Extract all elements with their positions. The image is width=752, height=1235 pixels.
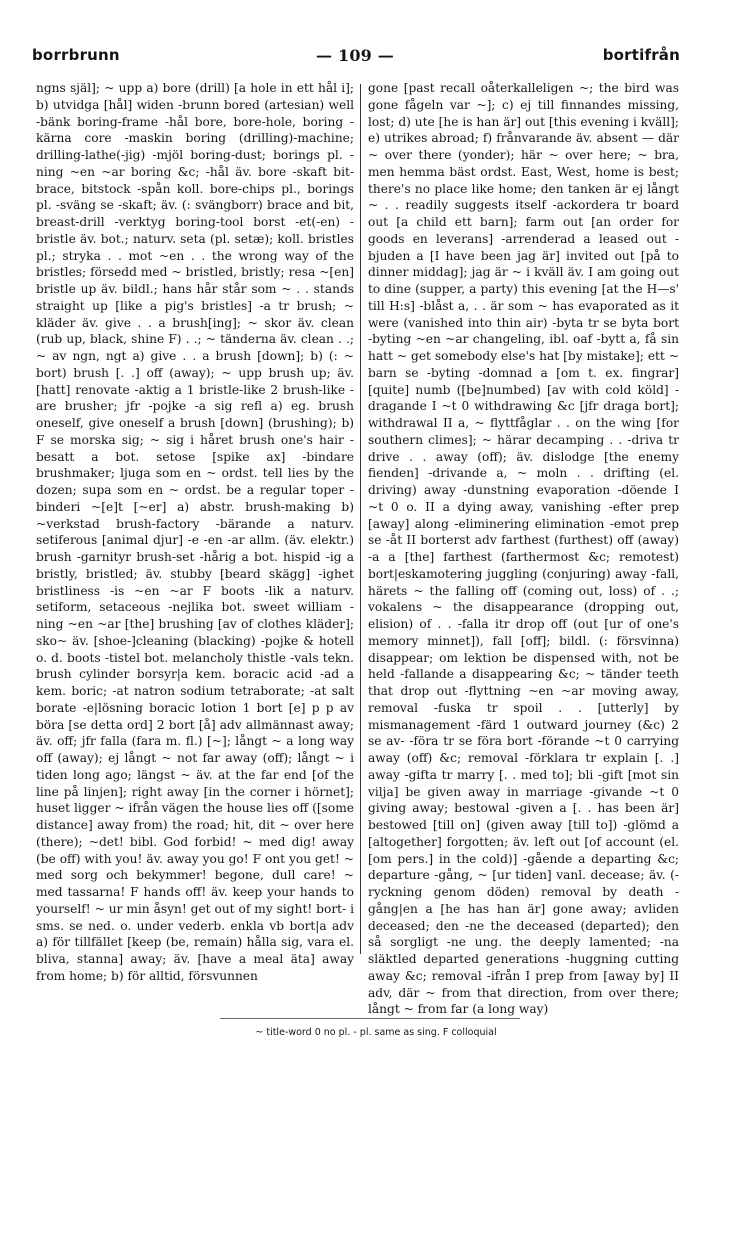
running-head-right: bortifrån	[602, 46, 680, 64]
page-number: — 109 —	[316, 46, 394, 65]
column-divider	[360, 84, 361, 954]
abbreviation-key: ~ title-word 0 no pl. - pl. same as sing. F colloquial	[255, 1027, 497, 1038]
left-column-text: ngns själ]; ~ upp a) bore (drill) [a hole in ett hål i]; b) utvidga [hål] widen -brunn bored (artesian) well -bänk boring-frame -hål bore, bore-hole, boring -kärna core -maskin boring (drilling)-machine; drilling-lathe(-jig) -mjöl boring-dust; borings pl. -ning ~en ~ar boring &c; -hål äv. bore -skaft bit-brace, bitstock -spån koll. bore-chips pl., borings pl. -sväng se -skaft; äv. (: svängborr) brace and bit, breast-drill -verktyg boring-tool borst -et(-en) - bristle äv. bot.; naturv. seta (pl. setæ); koll. bristles pl.; stryka . . mot ~en . . the wrong way of the bristles; försedd med ~ bristled, bristly; resa ~[en] bristle up äv. bildl.; hans hår står som ~ . . stands straight up [like a pig's bristles] -a tr brush; ~ kläder äv. give . . a brush[ing]; ~ skor äv. clean (rub up, black, shine F) . .; ~ tänderna äv. clean . .; ~ av ngn, ngt a) give . . a brush [down]; b) (: ~ bort) brush [. .] off (away); ~ upp brush up; äv. [hatt] renovate -aktig a 1 bristle-like 2 brush-like -are brusher; jfr -pojke -a sig refl a) eg. brush oneself, give oneself a brush [down] (brushing); b) F se morska sig; ~ sig i håret brush one's hair -besatt a bot. setose [spike ax] -bindare brushmaker; ljuga som en ~ ordst. tell lies by the dozen; supa som en ~ ordst. be a regular toper -binderi ~[e]t [~er] a) abstr. brush-making b) ~verkstad brush-factory -bärande a naturv. setiferous [animal djur] -e -en -ar allm. (äv. elektr.) brush -garnityr brush-set -hårig a bot. hispid -ig a bristly, bristled; äv. stubby [beard skägg] -ighet bristliness -is ~en ~ar F boots -lik a naturv. setiform, setaceous -nejlika bot. sweet william -ning ~en ~ar [the] brushing [av of clothes kläder]; sko~ äv. [shoe-]cleaning (blacking) -pojke & hotell o. d. boots -tistel bot. melancholy thistle -vals tekn. brush cylinder borsyr|a kem. boracic acid -ad a kem. boric; -at natron sodium tetraborate; -at salt borate -e|lösning boracic lotion 1 bort [e] p p av böra [se detta ord] 2 bort [å] adv allmännast away; äv. off; jfr falla (fara m. fl.) [~]; långt ~ a long way off (away); ej långt ~ not far away (off); långt ~ i tiden long ago; längst ~ äv. at the far end [of the line på linjen]; right away [in the corner i hörnet]; huset ligger ~ ifrån vägen the house lies off ([some distance] away from) the road; hit, dit ~ over here (there); ~det! bibl. God forbid! ~ med dig! away (be off) with you! äv. away you go! F ont you get! ~ med sorg och bekymmer! begone, dull care! ~ med tassarna! F hands off! äv. keep your hands to yourself! ~ ur min åsyn! get out of my sight! bort- i sms. se ned. o. under vederb. enkla vb bort|a adv a) för tillfället [keep (be, remain) hålla sig, vara el. bliva, stanna] away; äv. [have a meal äta] away from home; b) för alltid, försvunnen	[36, 81, 354, 983]
footnote-rule	[220, 1018, 520, 1019]
right-column	[368, 80, 679, 1017]
page-header	[30, 46, 680, 74]
left-column	[36, 80, 354, 983]
right-column-text: gone [past recall oåterkalleligen ~; the bird was gone fågeln var ~]; c) ej till finnandes missing, lost; d) ute [he is han är] out [this evening i kväll]; e) utrikes abroad; f) frånvarande äv. absent — där ~ over there (yonder); här ~ over here; ~ bra, men hemma bäst ordst. East, West, home is best; there's no place like home; den tanken är ej långt ~ . . readily suggests itself -ackordera tr board out [a child ett barn]; farm out [an order for goods en leverans] -arrenderad a leased out -bjuden a [I have been jag är] invited out [på to dinner middag]; jag är ~ i kväll äv. I am going out to dine (supper, a party) this evening [at the H—s' till H:s] -blåst a, . . är som ~ has evaporated as it were (vanished into thin air) -byta tr se byta bort -byting ~en ~ar changeling, ibl. oaf -bytt a, få sin hatt ~ get somebody else's hat [by mistake]; ett ~ barn se -byting -domnad a [om t. ex. fingrar] [quite] numb ([be]numbed) [av with cold köld] -dragande I ~t 0 withdrawing &c [jfr draga bort]; withdrawal II a, ~ flyttfåglar . . on the wing [for southern climes]; ~ härar decamping . . -driva tr drive . . away (off); äv. dislodge [the enemy fienden] -drivande a, ~ moln . . drifting (el. driving) away -dunstning evaporation -döende I ~t 0 o. II a dying away, vanishing -efter prep [away] along -eliminering elimination -emot prep se -åt II borterst adv farthest (furthest) off (away) -a a [the] farthest (farthermost &c; remotest) bort|eskamotering juggling (conjuring) away -fall, härets ~ the falling off (coming out, loss) of . .; vokalens ~ the disappearance (dropping out, elision) of . . -falla itr drop off (out [ur of one's memory minnet]), fall [off]; bildl. (: försvinna) disappear; om lektion be dispensed with, not be held -fallande a disappearing &c; ~ tänder teeth that drop out -flyttning ~en ~ar moving away, removal -fuska tr spoil . . [utterly] by mismanagement -färd 1 outward journey (&c) 2 se av- -föra tr se föra bort -förande ~t 0 carrying away (off) &c; removal -förklara tr explain [. .] away -gifta tr marry [. . med to]; bli -gift [mot sin vilja] be given away in marriage -givande ~t 0 giving away; bestowal -given a [. . has been är] bestowed [till on] (given away [till to]) -glömd a [altogether] forgotten; äv. left out [of account (el. [om pers.] in the cold)] -gående a departing &c; departure -gång, ~ [ur tiden] vanl. decease; äv. (-ryckning genom döden) removal by death -gång|en a [he has han är] gone away; avliden deceased; den -ne the deceased (departed); den så sorgligt -ne ung. the deeply lamented; -na släktled departed generations -huggning cutting away &c; removal -ifrån I prep from [away by] II adv, där ~ from that direction, from over there; långt ~ from far (a long way)	[368, 81, 679, 1017]
running-head-left: borrbrunn	[32, 46, 120, 64]
